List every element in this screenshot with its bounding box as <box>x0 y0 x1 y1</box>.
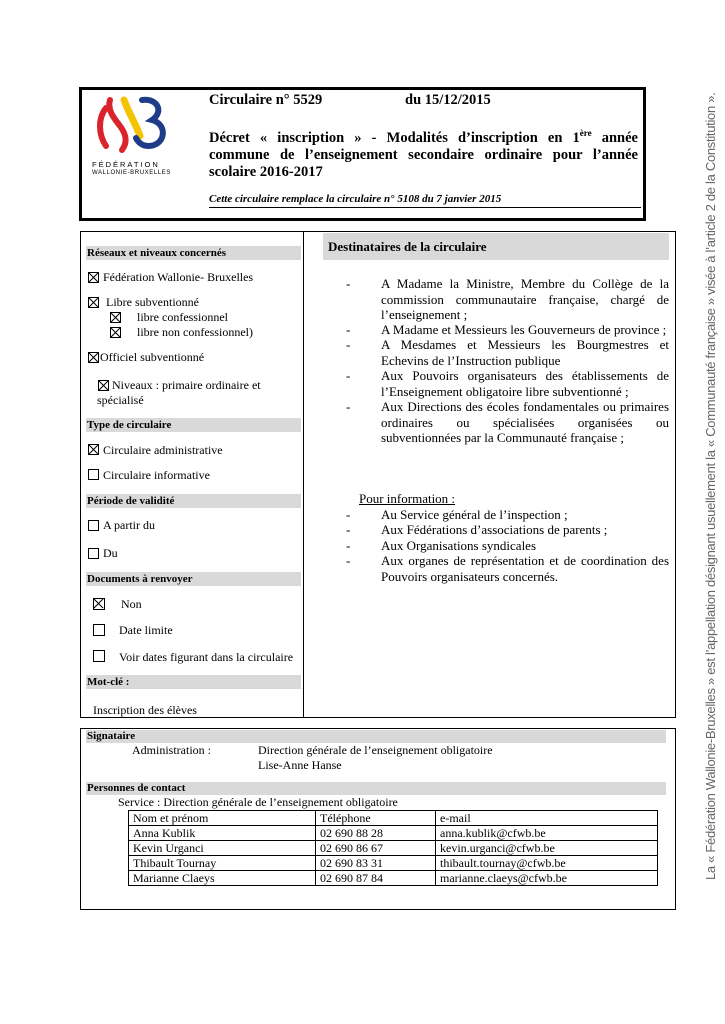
recipient-dash: - <box>346 322 351 337</box>
table-header-cell: Téléphone <box>316 811 436 826</box>
recipient-item: A Mesdames et Messieurs les Bourgmestres et Echevins de l’Instruction publique <box>381 337 669 368</box>
column-divider <box>303 231 304 718</box>
type-header: Type de circulaire <box>86 418 301 432</box>
info-dash: - <box>346 553 351 568</box>
docs-deadline-label: Date limite <box>119 623 173 637</box>
table-row <box>129 826 658 841</box>
side-legal-note: La « Fédération Wallonie-Bruxelles » est l’appellation désignant usuellement la « Communauté française » visée à l’article 2 de la Constitution ». <box>703 92 718 880</box>
period-header: Période de validité <box>86 494 301 508</box>
libre-confessionnel-checkbox[interactable] <box>110 312 121 323</box>
table-header-cell: e-mail <box>436 811 658 826</box>
docs-non-label: Non <box>121 597 142 611</box>
type-admin-label: Circulaire administrative <box>103 443 223 457</box>
contact-email[interactable]: thibault.tournay@cfwb.be <box>436 856 658 871</box>
decree-title-line1 <box>209 125 638 147</box>
recipients-header: Destinataires de la circulaire <box>323 233 669 260</box>
docs-non-checkbox[interactable] <box>93 598 105 610</box>
table-row <box>129 871 658 886</box>
recipient-dash: - <box>346 276 351 291</box>
networks-header: Réseaux et niveaux concernés <box>86 246 301 260</box>
period-from-label: A partir du <box>103 518 155 532</box>
decree-title-line1-text: Décret « inscription » - Modalités d’inscription en 1 <box>209 129 580 146</box>
contact-phone: 02 690 88 28 <box>316 826 436 841</box>
info-item: Aux Organisations syndicales <box>381 538 537 553</box>
recipient-item: Aux Pouvoirs organisateurs des établissements de l’Enseignement obligatoire libre subventionné ; <box>381 368 669 399</box>
documents-header: Documents à renvoyer <box>86 572 301 586</box>
period-to-label: Du <box>103 546 118 560</box>
niveaux-checkbox[interactable] <box>98 380 109 391</box>
type-admin-checkbox[interactable] <box>88 444 99 455</box>
info-item: Aux organes de représentation et de coordination des Pouvoirs organisateurs concernés. <box>381 553 669 584</box>
libre-confessionnel-label: libre confessionnel <box>137 310 228 324</box>
contact-name: Anna Kublik <box>129 826 316 841</box>
contact-name: Thibault Tournay <box>129 856 316 871</box>
fwb-checkbox[interactable] <box>88 272 99 283</box>
decree-title-line2: commune de l’enseignement secondaire ordinaire pour l’année <box>209 146 638 163</box>
contact-email[interactable]: anna.kublik@cfwb.be <box>436 826 658 841</box>
officiel-label: Officiel subventionné <box>100 350 205 364</box>
info-dash: - <box>346 522 351 537</box>
table-header-row <box>129 811 658 826</box>
keyword-value: Inscription des élèves <box>93 703 197 717</box>
docs-deadline-checkbox[interactable] <box>93 624 105 636</box>
table-row <box>129 841 658 856</box>
contact-email[interactable]: kevin.urganci@cfwb.be <box>436 841 658 856</box>
keyword-header: Mot-clé : <box>86 675 301 689</box>
libre-non-confessionnel-label: libre non confessionnel) <box>137 325 253 339</box>
administration-value: Direction générale de l’enseignement obligatoire <box>258 743 493 757</box>
libre-checkbox[interactable] <box>88 297 99 308</box>
table-header-cell: Nom et prénom <box>129 811 316 826</box>
libre-label: Libre subventionné <box>106 295 199 309</box>
info-item: Au Service général de l’inspection ; <box>381 507 568 522</box>
circular-number: Circulaire n° 5529 <box>209 92 323 108</box>
recipient-dash: - <box>346 337 351 352</box>
contacts-table <box>128 810 658 886</box>
contact-name: Marianne Claeys <box>129 871 316 886</box>
table-row <box>129 856 658 871</box>
libre-non-confessionnel-checkbox[interactable] <box>110 327 121 338</box>
info-dash: - <box>346 538 351 553</box>
info-title: Pour information : <box>359 491 456 506</box>
logo-text-wallonie-bruxelles: WALLONIE-BRUXELLES <box>92 170 171 176</box>
period-to-checkbox[interactable] <box>88 548 99 559</box>
logo-text-federation: FÉDÉRATION <box>92 160 160 169</box>
circular-date: du 15/12/2015 <box>405 92 491 108</box>
recipient-dash: - <box>346 399 351 414</box>
signatory-header: Signataire <box>86 730 666 743</box>
contact-phone: 02 690 83 31 <box>316 856 436 871</box>
type-info-label: Circulaire informative <box>103 468 210 482</box>
recipient-dash: - <box>346 368 351 383</box>
decree-title <box>209 125 638 181</box>
type-info-checkbox[interactable] <box>88 469 99 480</box>
recipient-item: A Madame et Messieurs les Gouverneurs de province ; <box>381 322 667 337</box>
officiel-checkbox[interactable] <box>88 352 99 363</box>
recipient-item: Aux Directions des écoles fondamentales ou primaires ordinaires ou spécialisées organisées ou subventionnées par la Communauté française ; <box>381 399 669 445</box>
niveaux-label-line2: spécialisé <box>97 393 144 407</box>
service-line: Service : Direction générale de l’enseignement obligatoire <box>118 795 398 809</box>
replaces-note: Cette circulaire remplace la circulaire n° 5108 du 7 janvier 2015 <box>209 193 641 208</box>
contact-phone: 02 690 87 84 <box>316 871 436 886</box>
contact-email[interactable]: marianne.claeys@cfwb.be <box>436 871 658 886</box>
decree-title-line1-end: année <box>591 129 638 146</box>
docs-see-dates-label: Voir dates figurant dans la circulaire <box>119 650 294 664</box>
fwb-label: Fédération Wallonie- Bruxelles <box>103 270 254 284</box>
contacts-header: Personnes de contact <box>86 782 666 795</box>
recipient-item: A Madame la Ministre, Membre du Collège de la commission communautaire française, chargé de l’enseignement ; <box>381 276 669 322</box>
signatory-name: Lise-Anne Hanse <box>258 758 342 772</box>
info-item: Aux Fédérations d’associations de parents ; <box>381 522 608 537</box>
decree-superscript: ère <box>579 128 592 138</box>
contact-phone: 02 690 86 67 <box>316 841 436 856</box>
period-from-checkbox[interactable] <box>88 520 99 531</box>
info-dash: - <box>346 507 351 522</box>
niveaux-label-line1: Niveaux : primaire ordinaire et <box>112 378 261 392</box>
contact-name: Kevin Urganci <box>129 841 316 856</box>
docs-see-dates-checkbox[interactable] <box>93 650 105 662</box>
decree-title-line3: scolaire 2016-2017 <box>209 163 323 180</box>
administration-label: Administration : <box>132 743 211 757</box>
